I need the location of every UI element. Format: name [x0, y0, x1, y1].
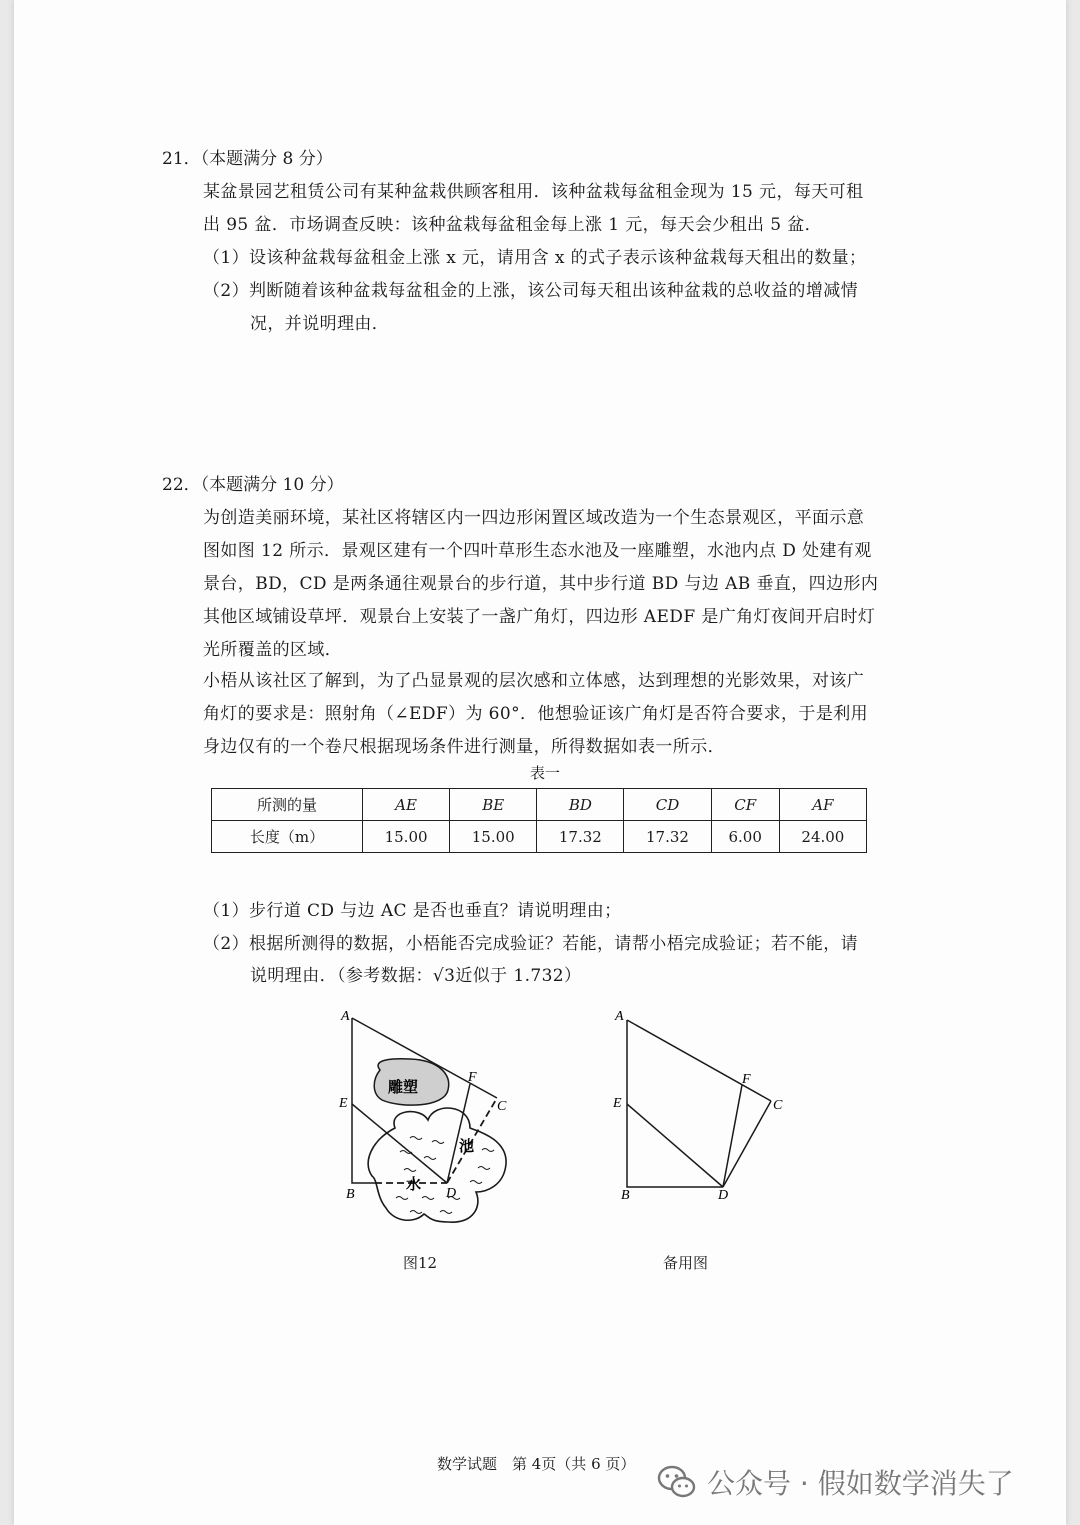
table-header-cell: AE [363, 789, 450, 821]
figure-spare-caption: 备用图 [663, 1254, 709, 1272]
table-row-label: 所测的量 [212, 789, 363, 821]
point-a-label: A [341, 1009, 350, 1024]
figure-12 [330, 1000, 530, 1230]
table-row-label: 长度（m） [212, 821, 363, 853]
point-d-label: D [446, 1186, 457, 1201]
point-e-label: E [339, 1096, 348, 1111]
edge-ab-bd [627, 1020, 723, 1187]
table-cell: 17.32 [624, 821, 711, 853]
table-cell: 15.00 [450, 821, 537, 853]
sculpture-label: 雕塑 [388, 1080, 419, 1096]
q22-line-6: 小梧从该社区了解到，为了凸显景观的层次感和立体感，达到理想的光影效果，对该广 [203, 671, 865, 691]
q22-line-5: 光所覆盖的区域． [203, 640, 343, 660]
q22-line-7: 角灯的要求是：照射角（∠EDF）为 60°．他想验证该广角灯是否符合要求，于是利用 [203, 704, 869, 724]
table-header-cell: BD [537, 789, 624, 821]
q22-line-1: 为创造美丽环境，某社区将辖区内一四边形闲置区域改造为一个生态景观区，平面示意 [203, 508, 865, 528]
point-d-label: D [718, 1188, 729, 1203]
edge-cd [723, 1101, 771, 1187]
point-c-label: C [773, 1098, 783, 1113]
table-cell: 15.00 [363, 821, 450, 853]
point-f-label: F [742, 1072, 751, 1087]
table-row [212, 789, 867, 821]
pool-label-2: 水 [406, 1177, 422, 1193]
point-b-label: B [346, 1187, 355, 1202]
table-header-cell: CF [711, 789, 779, 821]
pool-shape [368, 1108, 506, 1222]
table-cell: 24.00 [779, 821, 866, 853]
q21-sub-2: （2）判断随着该种盆栽每盆租金的上涨，该公司每天租出该种盆栽的总收益的增减情 [203, 281, 859, 301]
q21-line-1: 某盆景园艺租赁公司有某种盆栽供顾客租用．该种盆栽每盆租金现为 15 元，每天可租 [203, 182, 864, 202]
edge-ac [627, 1020, 771, 1101]
point-f-label: F [468, 1070, 477, 1085]
q22-line-2: 图如图 12 所示．景观区建有一个四叶草形生态水池及一座雕塑，水池内点 D 处建有观 [203, 541, 872, 561]
point-e-label: E [613, 1096, 622, 1111]
q22-line-4: 其他区域铺设草坪．观景台上安装了一盏广角灯，四边形 AEDF 是广角灯夜间开启时灯 [203, 607, 876, 627]
wechat-icon [655, 1460, 699, 1504]
q21-sub-1: （1）设该种盆栽每盆租金上涨 x 元，请用含 x 的式子表示该种盆栽每天租出的数量； [203, 248, 867, 268]
table-cell: 17.32 [537, 821, 624, 853]
table-cell: 6.00 [711, 821, 779, 853]
pool-label-1: 池 [459, 1139, 475, 1155]
table-header-cell: AF [779, 789, 866, 821]
q21-sub-2-cont: 况，并说明理由． [250, 314, 390, 334]
measurement-table [211, 788, 867, 853]
q22-line-8: 身边仅有的一个卷尺根据现场条件进行测量，所得数据如表一所示． [203, 737, 725, 757]
watermark [655, 1460, 1014, 1504]
q22-sub-1: （1）步行道 CD 与边 AC 是否也垂直？请说明理由； [203, 901, 622, 921]
point-a-label: A [615, 1009, 624, 1024]
edge-ed [627, 1104, 723, 1187]
edge-fd [723, 1085, 742, 1187]
q22-heading: 22．（本题满分 10 分） [162, 475, 344, 495]
page-footer: 数学试题 第 4页（共 6 页） [437, 1455, 636, 1473]
figure-12-caption: 图12 [403, 1254, 438, 1272]
q21-heading: 21．（本题满分 8 分） [162, 149, 333, 169]
point-c-label: C [497, 1099, 507, 1114]
table-header-cell: CD [624, 789, 711, 821]
q21-line-2: 出 95 盆．市场调查反映：该种盆栽每盆租金每上涨 1 元，每天会少租出 5 盆． [203, 215, 823, 235]
table-title: 表一 [530, 764, 561, 782]
point-b-label: B [621, 1188, 630, 1203]
table-row [212, 821, 867, 853]
watermark-text: 公众号 · 假如数学消失了 [707, 1467, 1014, 1500]
figure-spare [605, 1000, 795, 1210]
q22-line-3: 景台，BD，CD 是两条通往观景台的步行道，其中步行道 BD 与边 AB 垂直，四边形内 [203, 574, 879, 594]
q22-sub-2: （2）根据所测得的数据，小梧能否完成验证？若能，请帮小梧完成验证；若不能，请 [203, 934, 859, 954]
q22-sub-2-cont: 说明理由．（参考数据：√3近似于 1.732） [250, 966, 582, 986]
table-header-cell: BE [450, 789, 537, 821]
